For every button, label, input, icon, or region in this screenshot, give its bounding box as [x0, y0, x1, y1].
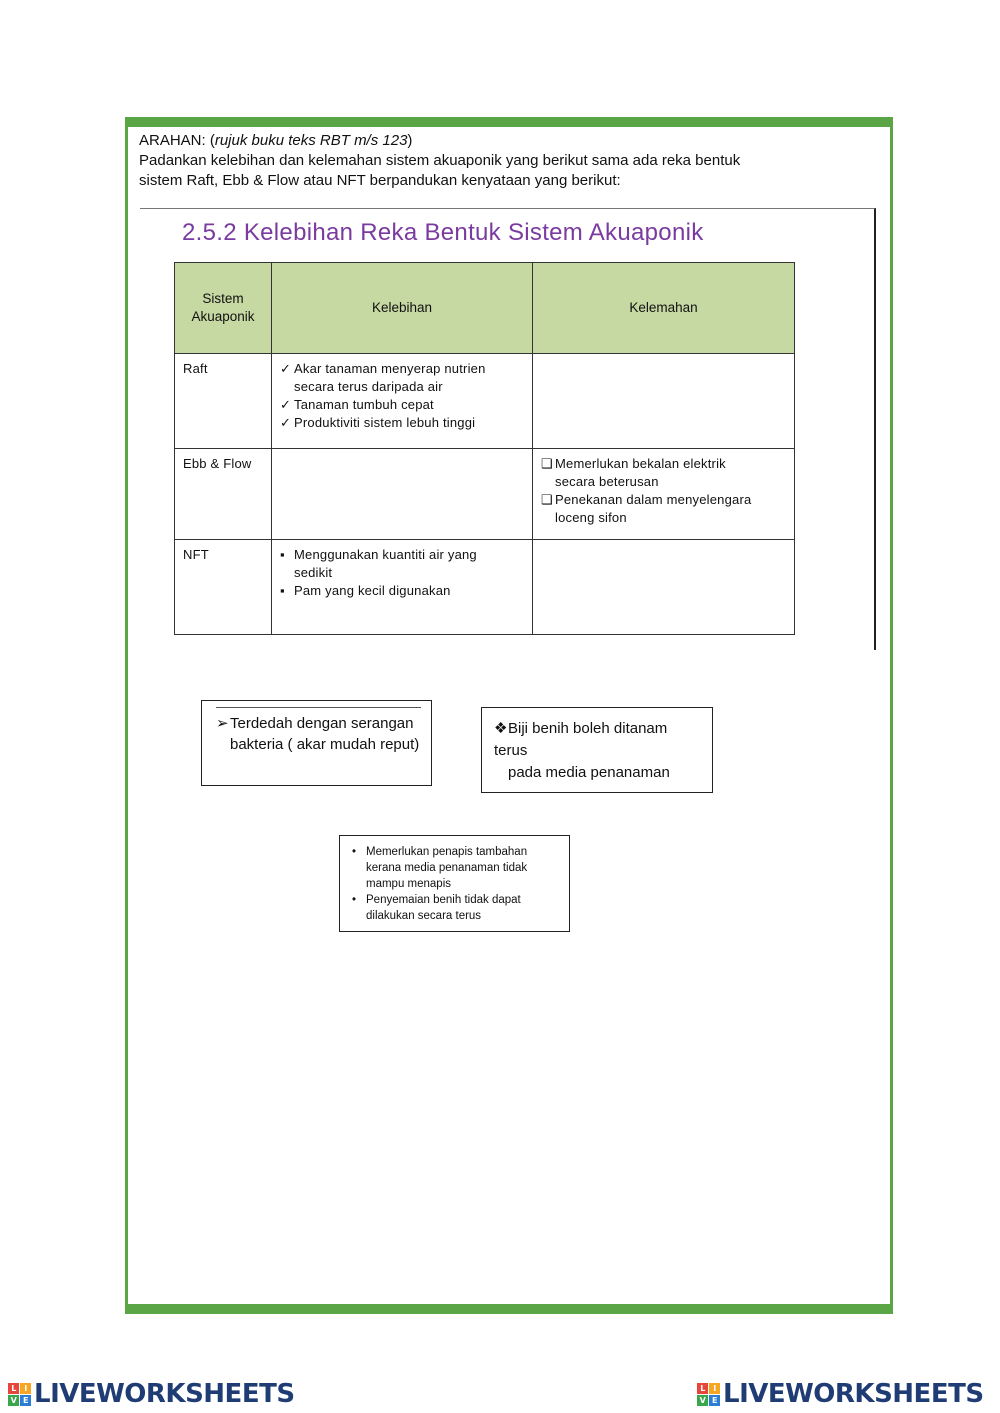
nft-advantages: [272, 540, 533, 635]
raft-adv-2: Tanaman tumbuh cepat: [294, 397, 434, 412]
brand-left-text: LIVEWORKSHEETS: [34, 1379, 295, 1409]
raft-adv-1b: secara terus daripada air: [294, 379, 443, 394]
ebb-flow-advantages-dropzone[interactable]: [272, 449, 533, 540]
frame-top-bar: [125, 117, 893, 127]
figure-title: 2.5.2 Kelebihan Reka Bentuk Sistem Akuaponik: [182, 219, 704, 246]
checkbox-bullet-icon: ❑: [541, 456, 553, 471]
logo-grid-icon: L I V E: [697, 1383, 720, 1406]
instructions-line3: sistem Raft, Ebb & Flow atau NFT berpandukan kenyataan yang berikut:: [139, 172, 621, 189]
check-icon: ✓: [280, 361, 292, 376]
checkbox-bullet-icon: ❑: [541, 492, 553, 507]
card3-line3: mampu menapis: [366, 878, 452, 890]
ebb-flow-disadvantages: [533, 449, 795, 540]
card2-line2: pada media penanaman: [508, 764, 670, 781]
header-disadvantages: Kelemahan: [533, 263, 795, 354]
header-system: [175, 263, 272, 354]
table-header-row: [175, 263, 795, 354]
ebb-flow-name: Ebb & Flow: [175, 449, 272, 540]
aquaponic-table: [174, 262, 795, 635]
square-bullet-icon: ▪: [280, 547, 285, 562]
square-bullet-icon: ▪: [280, 583, 285, 598]
ebb-dis-1b: secara beterusan: [555, 474, 659, 489]
logo-grid-icon: L I V E: [8, 1383, 31, 1406]
raft-adv-1a: Akar tanaman menyerap nutrien: [294, 361, 486, 376]
header-system-line2: Akuaponik: [191, 309, 255, 324]
brand-right-text: LIVEWORKSHEETS: [723, 1379, 984, 1409]
liveworksheets-logo-left: [8, 1379, 295, 1409]
ebb-dis-1a: Memerlukan bekalan elektrik: [555, 456, 726, 471]
header-advantages: Kelebihan: [272, 263, 533, 354]
table-row-raft: [175, 354, 795, 449]
check-icon: ✓: [280, 415, 292, 430]
card3-line2: kerana media penanaman tidak: [366, 862, 528, 874]
nft-name: NFT: [175, 540, 272, 635]
card3-line1: Memerlukan penapis tambahan: [366, 846, 528, 858]
nft-disadvantages-dropzone[interactable]: [533, 540, 795, 635]
table-row-ebb-flow: [175, 449, 795, 540]
drag-card-nft-weakness[interactable]: [339, 835, 570, 932]
liveworksheets-logo-right: [697, 1379, 984, 1409]
instructions-reference: rujuk buku teks RBT m/s 123: [214, 132, 408, 149]
nft-adv-1b: sedikit: [294, 565, 333, 580]
card1-line2: bakteria ( akar mudah reput): [230, 736, 420, 753]
raft-name: Raft: [175, 354, 272, 449]
arrow-bullet-icon: ➢: [216, 715, 229, 732]
raft-advantages: [272, 354, 533, 449]
raft-disadvantages-dropzone[interactable]: [533, 354, 795, 449]
ebb-dis-2a: Penekanan dalam menyelengara: [555, 492, 752, 507]
nft-adv-2: Pam yang kecil digunakan: [294, 583, 451, 598]
card2-line1: Biji benih boleh ditanam terus: [494, 720, 668, 759]
header-system-line1: Sistem: [202, 291, 244, 306]
drag-card-raft-weakness[interactable]: [201, 700, 432, 786]
table-row-nft: [175, 540, 795, 635]
dot-bullet-icon: •: [352, 846, 357, 858]
instructions-label: ARAHAN: (: [139, 132, 215, 149]
ebb-dis-2b: loceng sifon: [555, 510, 627, 525]
instructions: [139, 131, 839, 191]
card1-line1: Terdedah dengan serangan: [230, 715, 414, 732]
card3-line5: dilakukan secara terus: [366, 910, 482, 922]
card3-line4: Penyemaian benih tidak dapat: [366, 894, 521, 906]
dot-bullet-icon: •: [352, 894, 357, 906]
drag-card-ebb-strength[interactable]: [481, 707, 713, 793]
instructions-line2: Padankan kelebihan dan kelemahan sistem akuaponik yang berikut sama ada reka bentuk: [139, 152, 741, 169]
diamond-bullet-icon: ❖: [494, 720, 508, 737]
nft-adv-1a: Menggunakan kuantiti air yang: [294, 547, 477, 562]
frame-bottom-bar: [125, 1304, 893, 1314]
check-icon: ✓: [280, 397, 292, 412]
raft-adv-3: Produktiviti sistem lebuh tinggi: [294, 415, 476, 430]
instructions-close: ): [407, 132, 413, 149]
card-top-rule: [216, 707, 421, 708]
